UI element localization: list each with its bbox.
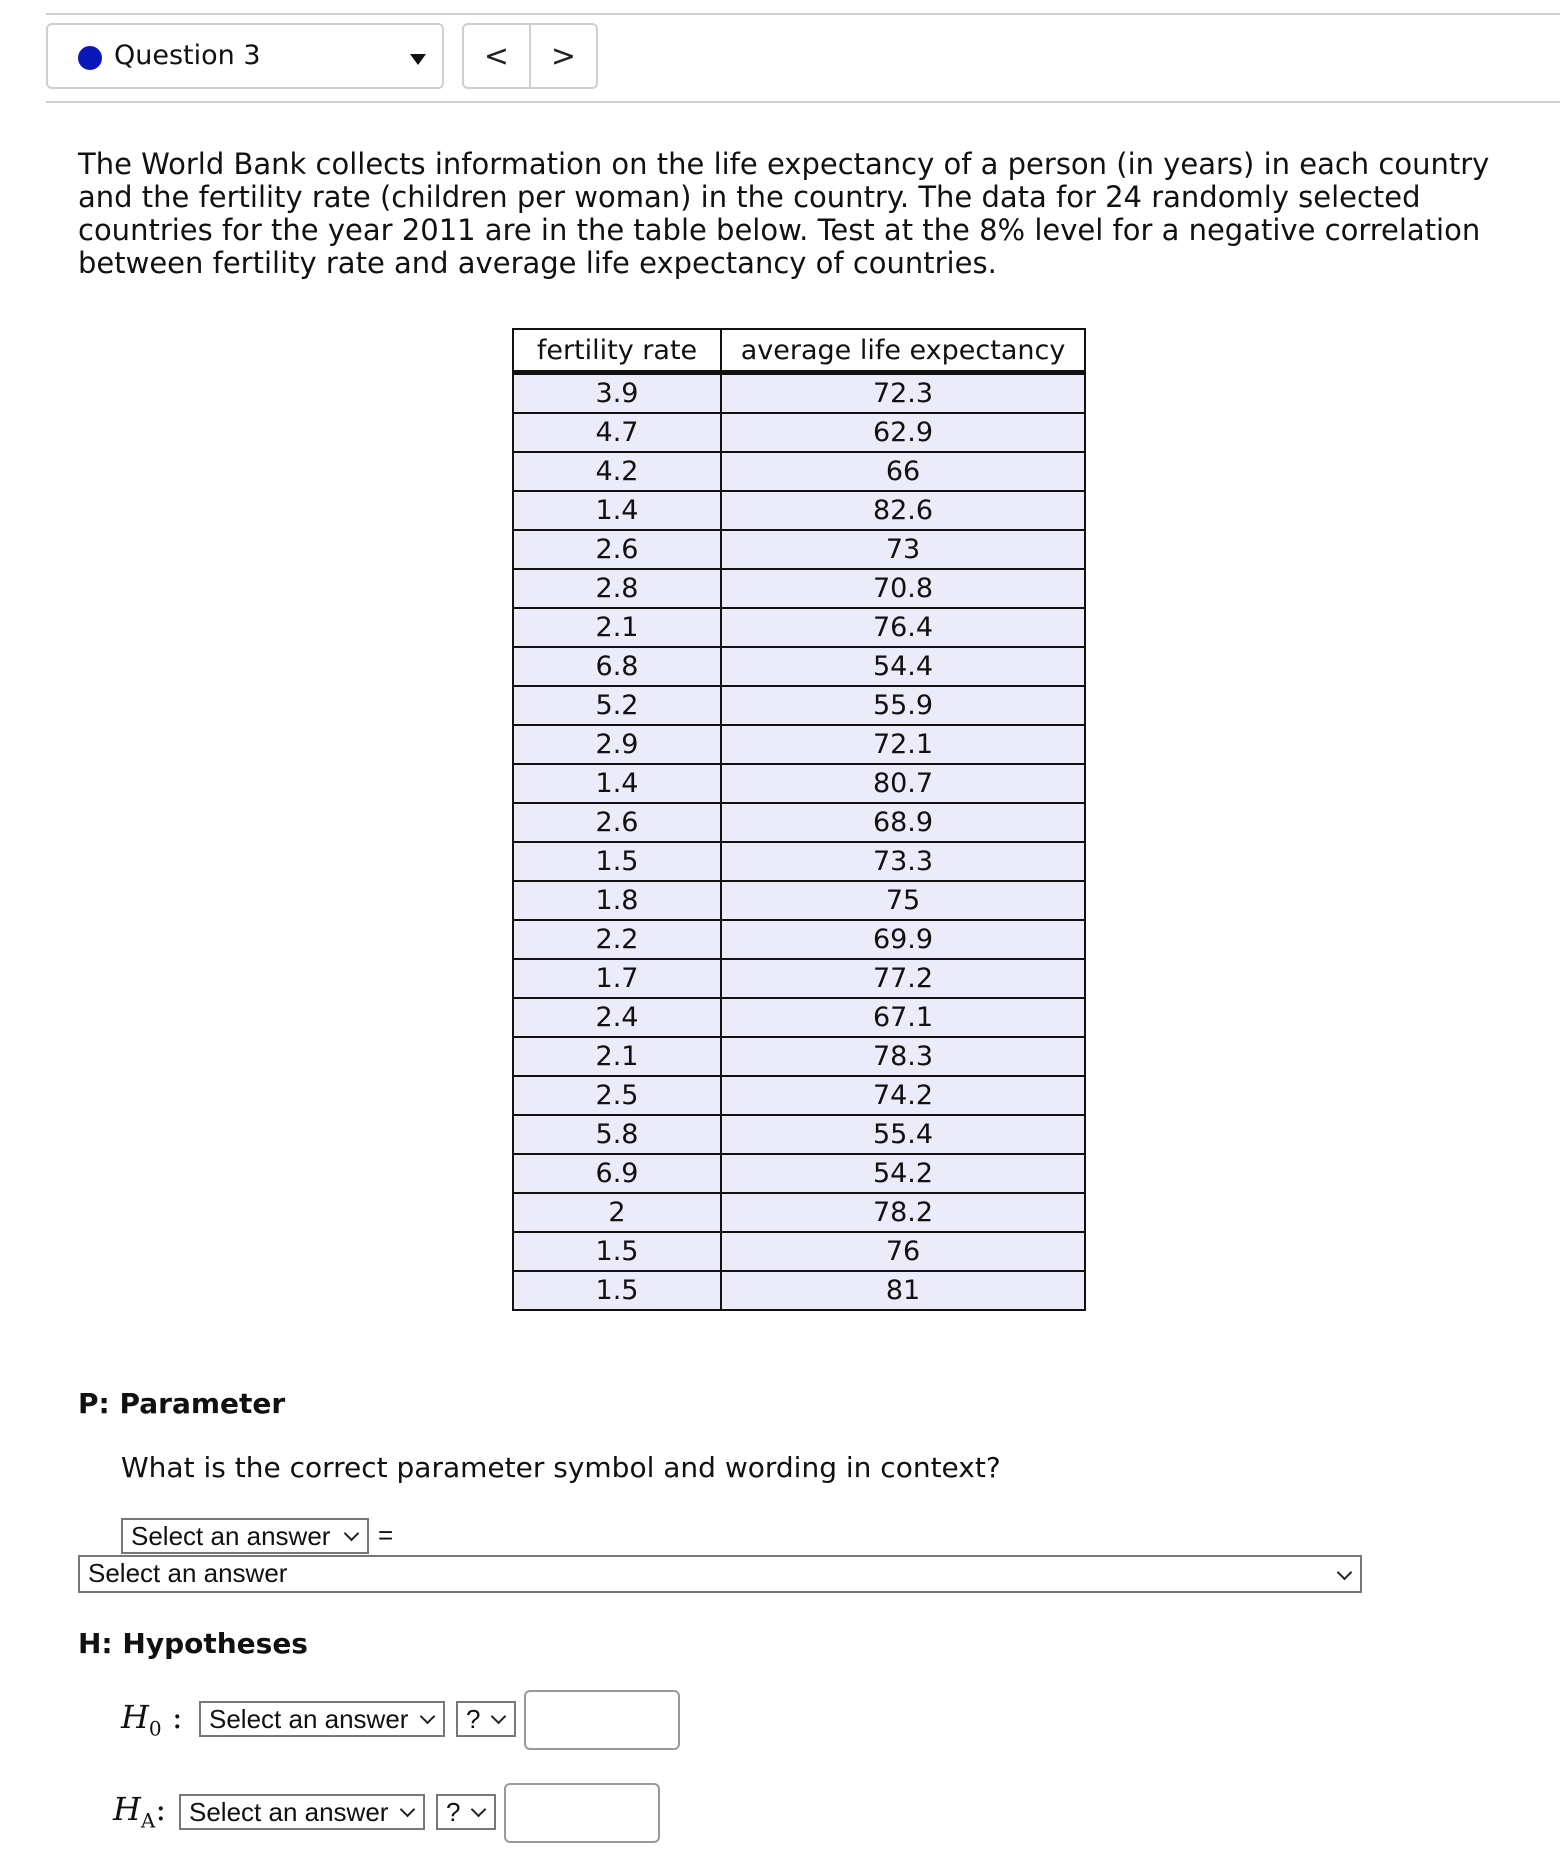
table-row	[513, 803, 1085, 842]
question-label: Question 3	[114, 40, 261, 71]
fertility-rate-cell: 5.8	[513, 1115, 721, 1154]
hypotheses-heading: H: Hypotheses	[78, 1627, 308, 1660]
fertility-rate-cell: 2.9	[513, 725, 721, 764]
life-expectancy-cell: 76	[721, 1232, 1085, 1271]
fertility-rate-cell: 2.6	[513, 530, 721, 569]
table-row	[513, 998, 1085, 1037]
table-row	[513, 881, 1085, 920]
next-question-button[interactable]: >	[529, 25, 596, 87]
fertility-rate-cell: 1.4	[513, 491, 721, 530]
chevron-down-icon	[491, 1709, 507, 1725]
fertility-rate-cell: 4.2	[513, 452, 721, 491]
fertility-rate-cell: 3.9	[513, 373, 721, 414]
table-row	[513, 1154, 1085, 1193]
chevron-down-icon	[471, 1802, 487, 1818]
table-row	[513, 959, 1085, 998]
ha-parameter-value: Select an answer	[189, 1797, 389, 1827]
life-expectancy-cell: 76.4	[721, 608, 1085, 647]
table-header-row	[513, 329, 1085, 373]
parameter-symbol-value: Select an answer	[131, 1521, 331, 1551]
fertility-rate-cell: 2.1	[513, 608, 721, 647]
life-expectancy-cell: 72.3	[721, 373, 1085, 414]
ha-operator-value: ?	[446, 1797, 461, 1827]
ha-colon: :	[155, 1790, 167, 1828]
life-expectancy-cell: 73	[721, 530, 1085, 569]
life-expectancy-cell: 81	[721, 1271, 1085, 1310]
life-expectancy-cell: 70.8	[721, 569, 1085, 608]
table-row	[513, 725, 1085, 764]
h0-parameter-value: Select an answer	[209, 1704, 409, 1734]
parameter-heading: P: Parameter	[78, 1387, 286, 1420]
parameter-wording-select[interactable]	[78, 1555, 1362, 1593]
life-expectancy-cell: 72.1	[721, 725, 1085, 764]
top-divider	[46, 13, 1560, 15]
life-expectancy-cell: 68.9	[721, 803, 1085, 842]
parameter-wording-value: Select an answer	[88, 1558, 288, 1588]
h0-label	[121, 1698, 183, 1740]
ha-label	[113, 1790, 166, 1832]
h0-colon: :	[171, 1698, 183, 1736]
ha-subscript: A	[140, 1808, 156, 1833]
fertility-rate-cell: 2.8	[513, 569, 721, 608]
ha-letter: H	[113, 1790, 141, 1828]
parameter-question: What is the correct parameter symbol and wording in context?	[121, 1451, 1001, 1484]
h0-parameter-select[interactable]	[199, 1701, 445, 1737]
table-row	[513, 569, 1085, 608]
fertility-rate-cell: 1.8	[513, 881, 721, 920]
h0-operator-select[interactable]	[456, 1701, 516, 1737]
life-expectancy-cell: 66	[721, 452, 1085, 491]
equals-sign: =	[378, 1520, 394, 1550]
chevron-down-icon	[344, 1526, 360, 1542]
table-row	[513, 1037, 1085, 1076]
fertility-rate-cell: 6.8	[513, 647, 721, 686]
table-row	[513, 1232, 1085, 1271]
life-expectancy-cell: 75	[721, 881, 1085, 920]
fertility-rate-cell: 5.2	[513, 686, 721, 725]
life-expectancy-cell: 62.9	[721, 413, 1085, 452]
h0-value-input[interactable]	[524, 1690, 680, 1750]
h0-operator-value: ?	[466, 1704, 481, 1734]
life-expectancy-cell: 78.2	[721, 1193, 1085, 1232]
header-life-expectancy: average life expectancy	[721, 329, 1085, 373]
fertility-rate-cell: 2	[513, 1193, 721, 1232]
life-expectancy-cell: 74.2	[721, 1076, 1085, 1115]
ha-operator-select[interactable]	[436, 1794, 496, 1830]
table-row	[513, 491, 1085, 530]
question-prompt: The World Bank collects information on the life expectancy of a person (in years) in each country and the fertility rate (children per woman) in the country. The data for 24 randomly selected countries for the year 2011 are in the table below. Test at the 8% level for a negative correlation between fertility rate and average life expectancy of countries.	[78, 147, 1490, 280]
table-row	[513, 842, 1085, 881]
life-expectancy-cell: 54.4	[721, 647, 1085, 686]
ha-parameter-select[interactable]	[179, 1794, 425, 1830]
table-row	[513, 608, 1085, 647]
table-row	[513, 1076, 1085, 1115]
fertility-rate-cell: 1.5	[513, 1271, 721, 1310]
prev-question-button[interactable]: <	[483, 38, 510, 74]
table-row	[513, 647, 1085, 686]
h0-letter: H	[121, 1698, 149, 1736]
h0-subscript: 0	[148, 1716, 162, 1741]
life-expectancy-cell: 78.3	[721, 1037, 1085, 1076]
fertility-rate-cell: 2.1	[513, 1037, 721, 1076]
caret-down-icon	[410, 54, 426, 65]
chevron-down-icon	[400, 1802, 416, 1818]
fertility-rate-cell: 4.7	[513, 413, 721, 452]
question-selector[interactable]	[46, 23, 444, 89]
header-divider	[46, 101, 1560, 103]
table-row	[513, 530, 1085, 569]
question-nav	[462, 23, 598, 89]
ha-value-input[interactable]	[504, 1783, 660, 1843]
fertility-rate-cell: 2.6	[513, 803, 721, 842]
table-row	[513, 452, 1085, 491]
fertility-rate-cell: 1.5	[513, 842, 721, 881]
chevron-down-icon	[420, 1709, 436, 1725]
life-expectancy-cell: 82.6	[721, 491, 1085, 530]
header-fertility-rate: fertility rate	[513, 329, 721, 373]
life-expectancy-cell: 67.1	[721, 998, 1085, 1037]
fertility-rate-cell: 2.4	[513, 998, 721, 1037]
table-row	[513, 920, 1085, 959]
table-row	[513, 686, 1085, 725]
data-table	[512, 328, 1086, 1311]
chevron-down-icon	[1337, 1565, 1353, 1581]
fertility-rate-cell: 1.5	[513, 1232, 721, 1271]
table-row	[513, 373, 1085, 414]
life-expectancy-cell: 69.9	[721, 920, 1085, 959]
fertility-rate-cell: 1.4	[513, 764, 721, 803]
table-row	[513, 1193, 1085, 1232]
life-expectancy-cell: 77.2	[721, 959, 1085, 998]
status-dot-icon	[78, 46, 102, 70]
table-row	[513, 1271, 1085, 1310]
life-expectancy-cell: 73.3	[721, 842, 1085, 881]
fertility-rate-cell: 1.7	[513, 959, 721, 998]
table-body	[513, 373, 1085, 1311]
life-expectancy-cell: 80.7	[721, 764, 1085, 803]
table-row	[513, 413, 1085, 452]
life-expectancy-cell: 54.2	[721, 1154, 1085, 1193]
fertility-rate-cell: 2.5	[513, 1076, 721, 1115]
table-row	[513, 764, 1085, 803]
fertility-rate-cell: 2.2	[513, 920, 721, 959]
fertility-rate-cell: 6.9	[513, 1154, 721, 1193]
life-expectancy-cell: 55.9	[721, 686, 1085, 725]
table-row	[513, 1115, 1085, 1154]
parameter-symbol-select[interactable]	[121, 1518, 369, 1554]
life-expectancy-cell: 55.4	[721, 1115, 1085, 1154]
